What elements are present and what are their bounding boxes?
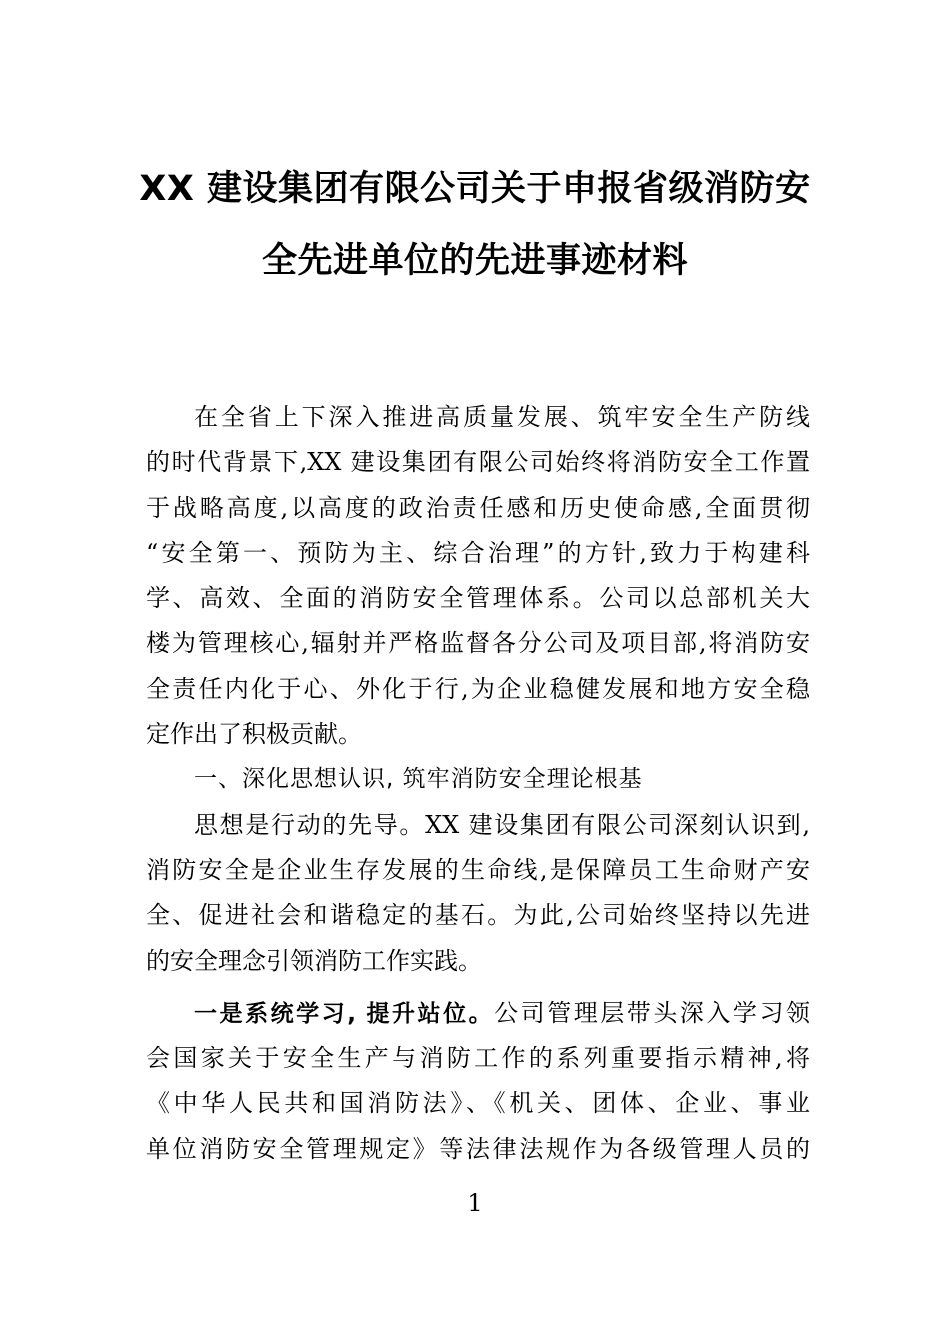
paragraph-line: 消防安全是企业生存发展的生命线,是保障员工生命财产安 — [146, 855, 810, 884]
title-line-1: XX 建设集团有限公司关于申报省级消防安 — [139, 169, 811, 209]
paragraph-line: 的时代背景下,XX 建设集团有限公司始终将消防安全工作置 — [146, 448, 810, 477]
paragraph-line: 全、促进社会和谐稳定的基石。为此,公司始终坚持以先进 — [146, 901, 810, 930]
paragraph-line — [146, 991, 810, 1036]
page-number: 1 — [467, 1189, 483, 1217]
paragraph-line: 会国家关于安全生产与消防工作的系列重要指示精神,将 — [146, 1044, 810, 1073]
section-heading: 一、深化思想认识, 筑牢消防安全理论根基 — [194, 766, 643, 793]
section1-paragraph — [146, 803, 810, 984]
paragraph-line: 思想是行动的先导。XX 建设集团有限公司深刻认识到, — [194, 810, 810, 839]
paragraph-line: “安全第一、预防为主、综合治理”的方针,致力于构建科 — [146, 538, 810, 567]
title-line-2: 全先进单位的先进事迹材料 — [261, 241, 688, 281]
paragraph-line: 全责任内化于心、外化于行,为企业稳健发展和地方安全稳 — [146, 674, 810, 703]
document-body — [146, 395, 810, 1172]
paragraph-line: 楼为管理核心,辐射并严格监督各分公司及项目部,将消防安 — [146, 629, 810, 658]
paragraph-line: 《中华人民共和国消防法》、《机关、团体、企业、事业 — [146, 1089, 810, 1118]
paragraph-line: 定作出了积极贡献。 — [146, 720, 362, 749]
paragraph-line: 于战略高度,以高度的政治责任感和历史使命感,全面贯彻 — [146, 493, 810, 522]
point-lead: 一是系统学习, 提升站位。 — [194, 1000, 495, 1027]
point-lead-rest: 公司管理层带头深入学习领 — [494, 998, 810, 1027]
paragraph-line: 在全省上下深入推进高质量发展、筑牢安全生产防线 — [194, 403, 810, 431]
paragraph-line: 学、高效、全面的消防安全管理体系。公司以总部机关大 — [146, 584, 810, 613]
paragraph-line: 的安全理念引领消防工作实践。 — [146, 946, 482, 975]
paragraph-line: 单位消防安全管理规定》等法律法规作为各级管理人员的 — [146, 1134, 810, 1163]
document-title — [130, 166, 820, 284]
point1-paragraph — [146, 991, 810, 1172]
intro-paragraph — [146, 395, 810, 757]
paragraph-gap — [146, 984, 810, 991]
